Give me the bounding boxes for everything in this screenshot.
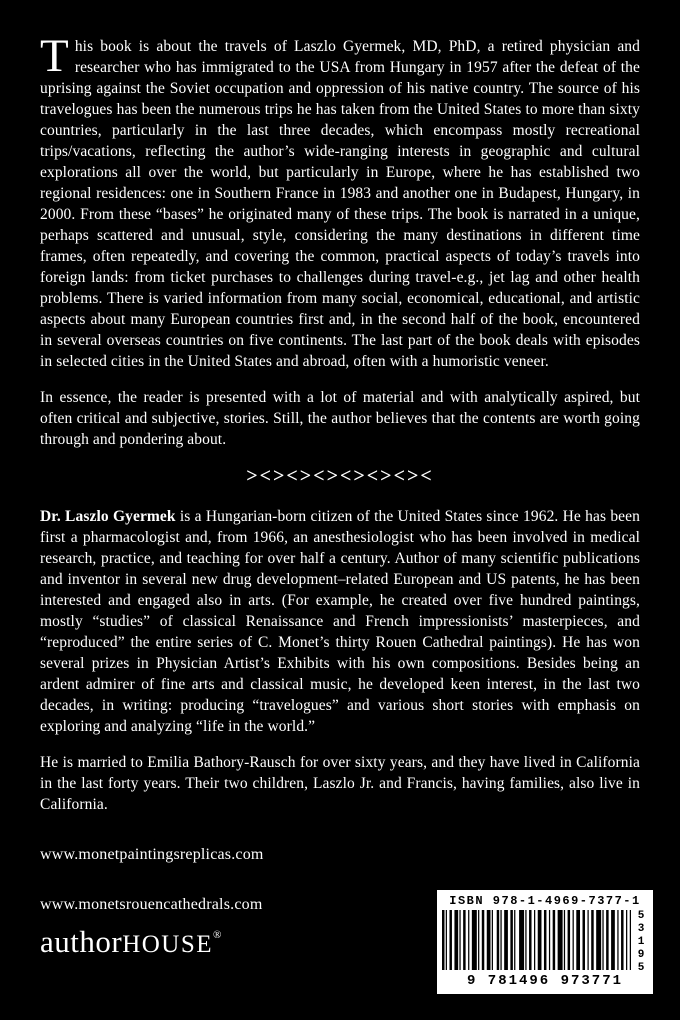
author-name-lead: Dr. Laszlo Gyermek bbox=[40, 508, 176, 525]
bio-text-1: is a Hungarian-born citizen of the United States since 1962. He has been first a pharmacologist and, from 1966, an anesthesiologist who has been involved in medical research, practice, and teaching for over half a century. Author of many scientific publications and inventor in several new drug development–related European and US patents, he has been interested and engaged also in arts. (For example, he created over five hundred paintings, mostly “studies” of classical Renaissance and French impressionists’ masterpieces, and “reproduced” the entire series of C. Monet’s thirty Rouen Cathedral paintings). He has won several prizes in Physician Artist’s Exhibits with his own compositions. Besides being an ardent admirer of fine arts and classical music, he developed keen interest, in the last two decades, in writing: producing “travelogues” and various short stories with emphasis on exploring and analyzing “life in the world.” bbox=[40, 508, 640, 735]
website-link-cathedrals: www.monetsrouencathedrals.com bbox=[40, 896, 263, 913]
synopsis-paragraph-1 bbox=[40, 30, 640, 372]
bio-paragraph-2: He is married to Emilia Bathory-Rausch for over sixty years, and they have lived in California in the last forty years. Their two children, Laszlo Jr. and Francis, having families, also live in California. bbox=[40, 754, 640, 813]
isbn-text: ISBN 978-1-4969-7377-1 bbox=[449, 894, 641, 908]
ornament-divider: ><><><><><><>< bbox=[246, 465, 434, 487]
synopsis-paragraph-2: In essence, the reader is presented with a lot of material and with analytically aspired, but often critical and subjective, stories. Still, the author believes that the contents are worth going through and pondering about. bbox=[40, 389, 640, 448]
bio-paragraph-1 bbox=[40, 506, 640, 737]
barcode-addon-digits: 53195 bbox=[635, 910, 647, 975]
publisher-logo-author: author bbox=[40, 924, 123, 959]
barcode-bars-row bbox=[442, 910, 648, 975]
dropcap-letter: T bbox=[40, 30, 69, 82]
footer bbox=[40, 890, 653, 994]
synopsis-text-1: his book is about the travels of Laszlo Gyermek, MD, PhD, a retired physician and researcher who has immigrated to the USA from Hungary in 1957 after the defeat of the uprising against the Soviet occupation and oppression of his native country. The source of his travelogues has been the numerous trips he has taken from the United States to more than sixty countries, particularly in the last three decades, which encompass mostly recreational trips/vacations, reflecting the author’s wide-ranging interests in geographic and cultural explorations all over the world, but particularly in Europe, where he has established two regional residences: one in Southern France in 1983 and another one in Budapest, Hungary, in 2000. From these “bases” he originated many of these trips. The book is narrated in a unique, perhaps scattered and unusual, style, considering the many destinations in different time frames, often repeatedly, and covering the common, practical aspects of today’s travels into foreign lands: from ticket purchases to challenges during travel-e.g., jet lag and other health problems. There is varied information from many social, economical, educational, and artistic aspects about many European countries first and, in the second half of the book, encountered in several overseas countries on five continents. The last part of the book deals with episodes in selected cities in the United States and abroad, often with a humoristic veneer. bbox=[40, 38, 640, 370]
publisher-logo-house: HOUSE bbox=[122, 931, 214, 958]
barcode bbox=[437, 890, 653, 994]
publisher-logo bbox=[40, 924, 221, 960]
registered-trademark-icon: ® bbox=[213, 929, 222, 941]
website-link-paintings: www.monetpaintingsreplicas.com bbox=[40, 846, 264, 863]
barcode-number: 9 781496 973771 bbox=[466, 973, 624, 989]
barcode-bars-icon bbox=[442, 910, 631, 970]
